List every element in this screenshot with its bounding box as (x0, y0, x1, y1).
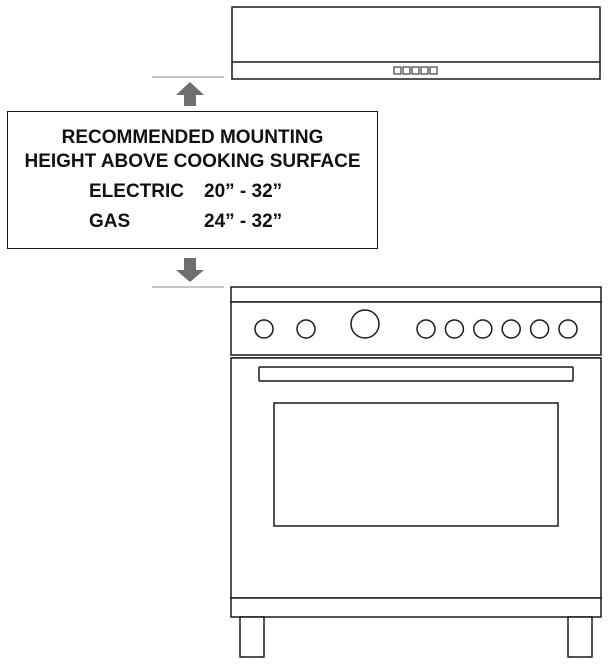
arrow-up-icon (176, 82, 204, 106)
arrow-down-icon (176, 258, 204, 282)
gas-height-range: 24” - 32” (204, 211, 283, 232)
mounting-height-info-box (7, 111, 378, 249)
range-control-panel (231, 302, 601, 355)
range-leg-left (240, 617, 264, 657)
range-hood (232, 7, 600, 79)
info-title-line-2: HEIGHT ABOVE COOKING SURFACE (24, 151, 361, 172)
electric-label: ELECTRIC (89, 181, 184, 202)
hood-body (232, 7, 600, 79)
range-leg-right (568, 617, 592, 657)
electric-height-range: 20” - 32” (204, 181, 283, 202)
range-cooktop (231, 287, 601, 302)
gas-label: GAS (89, 211, 131, 232)
range (231, 287, 601, 657)
range-base-kick (231, 598, 601, 617)
range-oven-body (231, 358, 601, 598)
info-title-line-1: RECOMMENDED MOUNTING (61, 127, 324, 148)
